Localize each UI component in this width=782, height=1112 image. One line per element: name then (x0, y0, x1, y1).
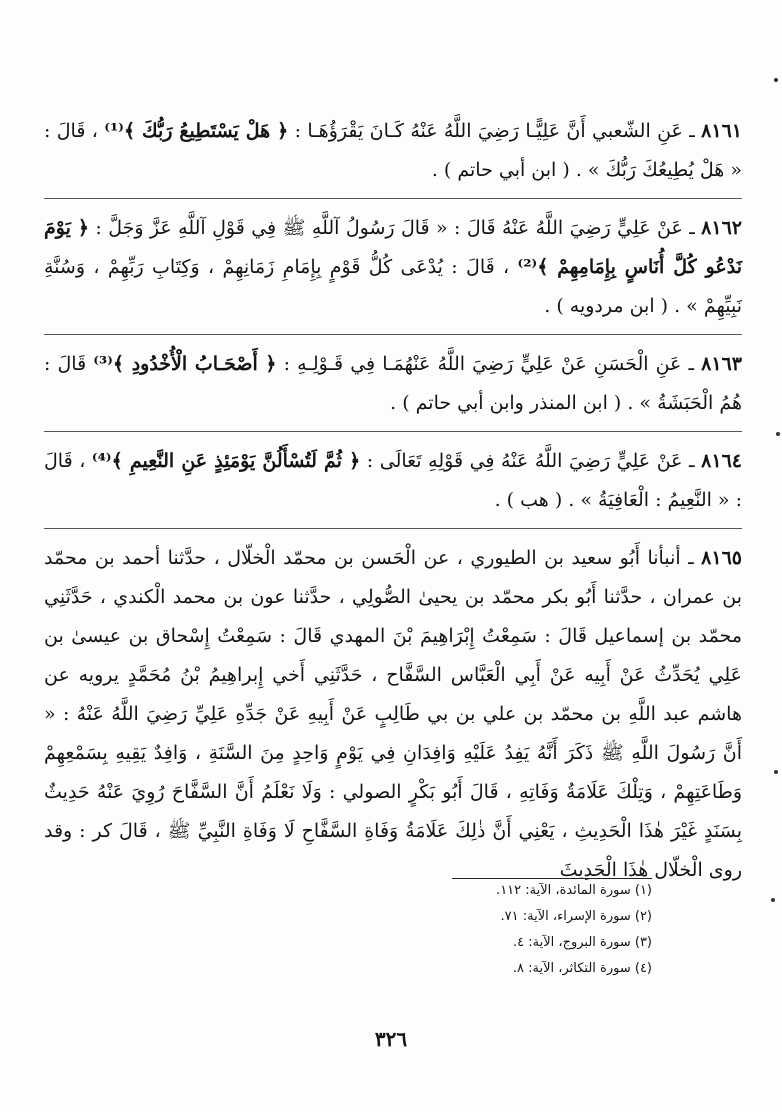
quran-verse: ﴿ أَصْحَـابُ الْأُخْدُودِ ﴾⁽³⁾ (93, 353, 277, 375)
footnotes (452, 878, 652, 982)
main-text (44, 112, 742, 892)
footnote-item: (٣) سورة البروج، الآية: ٤. (512, 935, 652, 950)
hadith-text: ، قَالَ : يُدْعَى كُلُّ قَوْمٍ بِإِمَامِ زَمَانِهِمْ ، وَكِتَابِ رَبِّهِمْ ، وَسُنَّةِ نَبِيِّهِمْ » . ( ابن مردويه ) . (44, 256, 742, 317)
footnote-item: (١) سورة المائدة، الآية: ١١٢. (496, 883, 652, 898)
quran-verse: ﴿ ثُمَّ لَتُسْأَلُنَّ يَوْمَئِذٍ عَنِ النَّعِيمِ ﴾⁽⁴⁾ (91, 450, 361, 472)
hadith-paragraph (44, 539, 742, 890)
hadith-paragraph (44, 442, 742, 520)
hadith-text: ـ عَنْ عَلِيٍّ رَضِيَ اللَّهُ عَنْهُ قَالَ : « قَالَ رَسُولُ آللَّهِ ﷺ فِي قَوْلِ آللَّهِ عَزَّ وَجَلَّ : (88, 217, 702, 239)
margin-mark (774, 78, 778, 82)
hadith-paragraph (44, 112, 742, 190)
hadith-number: ٨١٦٣ (701, 353, 742, 375)
hadith-number: ٨١٦٥ (701, 547, 742, 569)
hadith-paragraph (44, 345, 742, 423)
hadith-text: قَالَ : هُمُ الْحَبَشَةُ » . ( ابن المنذر وابن أبي حاتم ) . (44, 353, 742, 414)
hadith-divider (44, 198, 742, 199)
hadith-divider (44, 334, 742, 335)
footnote-item: (٤) سورة التكاثر، الآية: ٨. (512, 961, 652, 976)
page-number: ٣٢٦ (374, 1027, 408, 1051)
hadith-number: ٨١٦٢ (701, 217, 742, 239)
hadith-number: ٨١٦١ (701, 120, 742, 142)
hadith-divider (44, 431, 742, 432)
margin-mark (771, 898, 775, 902)
hadith-text: ، قَالَ : « هَلْ يُطِيعُكَ رَبُّكَ » . ( ابن أبي حاتم ) . (44, 120, 742, 181)
quran-verse: ﴿ هَلْ يَسْتَطِيعُ رَبُّكَ ﴾⁽¹⁾ (104, 120, 289, 142)
quran-verse: ﴿ يَوْمَ نَدْعُو كُلَّ أُنَاسٍ بِإِمَامِهِمْ ﴾⁽²⁾ (44, 217, 742, 278)
hadith-text: ـ عَنِ الْحَسَنِ عَنْ عَلِيٍّ رَضِيَ اللَّهُ عَنْهُمَـا فِي قَـوْلِـهِ : (276, 353, 702, 375)
hadith-text: ـ أنبأنا أَبُو سعيد بن الطيوري ، عن الْحَسن بن محمّد الْخلّال ، حدَّثنا أحمد بن محمّد بن عمران ، حدَّثنا أَبُو بكر محمّد بن يحيىٰ الصُّولِي ، حدَّثنا عون بن محمد الْكندي ، حَدَّثَنِي محمّد بن إسماعيل قَالَ : سَمِعْتُ إِبْرَاهِيمَ بْنَ المهدي قَالَ : سَمِعْتُ إِسْحاق بن عيسىٰ بن عَلِي يُحَدِّثُ عَنْ أَبِيه عَنْ أَبِي الْعَبَّاس السَّفَّاح ، حَدَّثَنِي أَخي إِبراهِيمُ بْنُ مُحَمَّدٍ يرويه عن هاشم عبد اللَّهِ بن محمّد بن علي بن بي طَالِبٍ عَنْ أَبِيهِ عَنْ جَدِّهِ عَلِيِّ رَضِيَ اللَّهُ عَنْهُ : « أَنَّ رَسُولَ اللَّهِ ﷺ ذَكَرَ أَنَّهُ يَفِدُ عَلَيْهِ وَافِدَانِ فِي يَوْمٍ وَاحِدٍ مِنَ السَّنَةِ ، وَافِدٌ يَقِيهِ بِسَمْعِهِمْ وَطَاعَتِهِمْ ، وَتِلْكَ عَلَامَةُ وَفَاتِهِ ، قَالَ أَبُو بَكْرٍ الصولي : وَلَا نَعْلَمُ أَنَّ السَّفَّاحَ رُوِيَ عَنْهُ حَدِيثٌ بِسَنَدٍ غَيْرَ هٰذَا الْحَدِيثِ ، يَعْنِي أَنَّ ذٰلِكَ عَلَامَةُ وَفَاةِ السَّفَّاحِ لَا وَفَاةِ النَّبِيِّ ﷺ ، قَالَ كر : وقد روى الْخلّال هٰذَا الْحَدِيثَ (44, 547, 742, 881)
hadith-text: ـ عَنِ الشّعبي أَنَّ عَلِيًّـا رَضِيَ اللَّهُ عَنْهُ كَـانَ يَقْرَؤُهَـا : (288, 120, 702, 142)
footnote-item: (٢) سورة الإسراء، الآية: ٧١. (500, 909, 652, 924)
margin-mark (774, 770, 778, 774)
hadith-divider (44, 528, 742, 529)
hadith-text: ، قَالَ : « النَّعِيمُ : الْعَافِيَةُ » . ( هب ) . (44, 450, 742, 511)
hadith-number: ٨١٦٤ (701, 450, 742, 472)
margin-mark (776, 432, 780, 436)
hadith-paragraph (44, 209, 742, 326)
hadith-text: ـ عَنْ عَلِيٍّ رَضِيَ اللَّهُ عَنْهُ فِي قَوْلِهِ تَعَالَى : (360, 450, 702, 472)
